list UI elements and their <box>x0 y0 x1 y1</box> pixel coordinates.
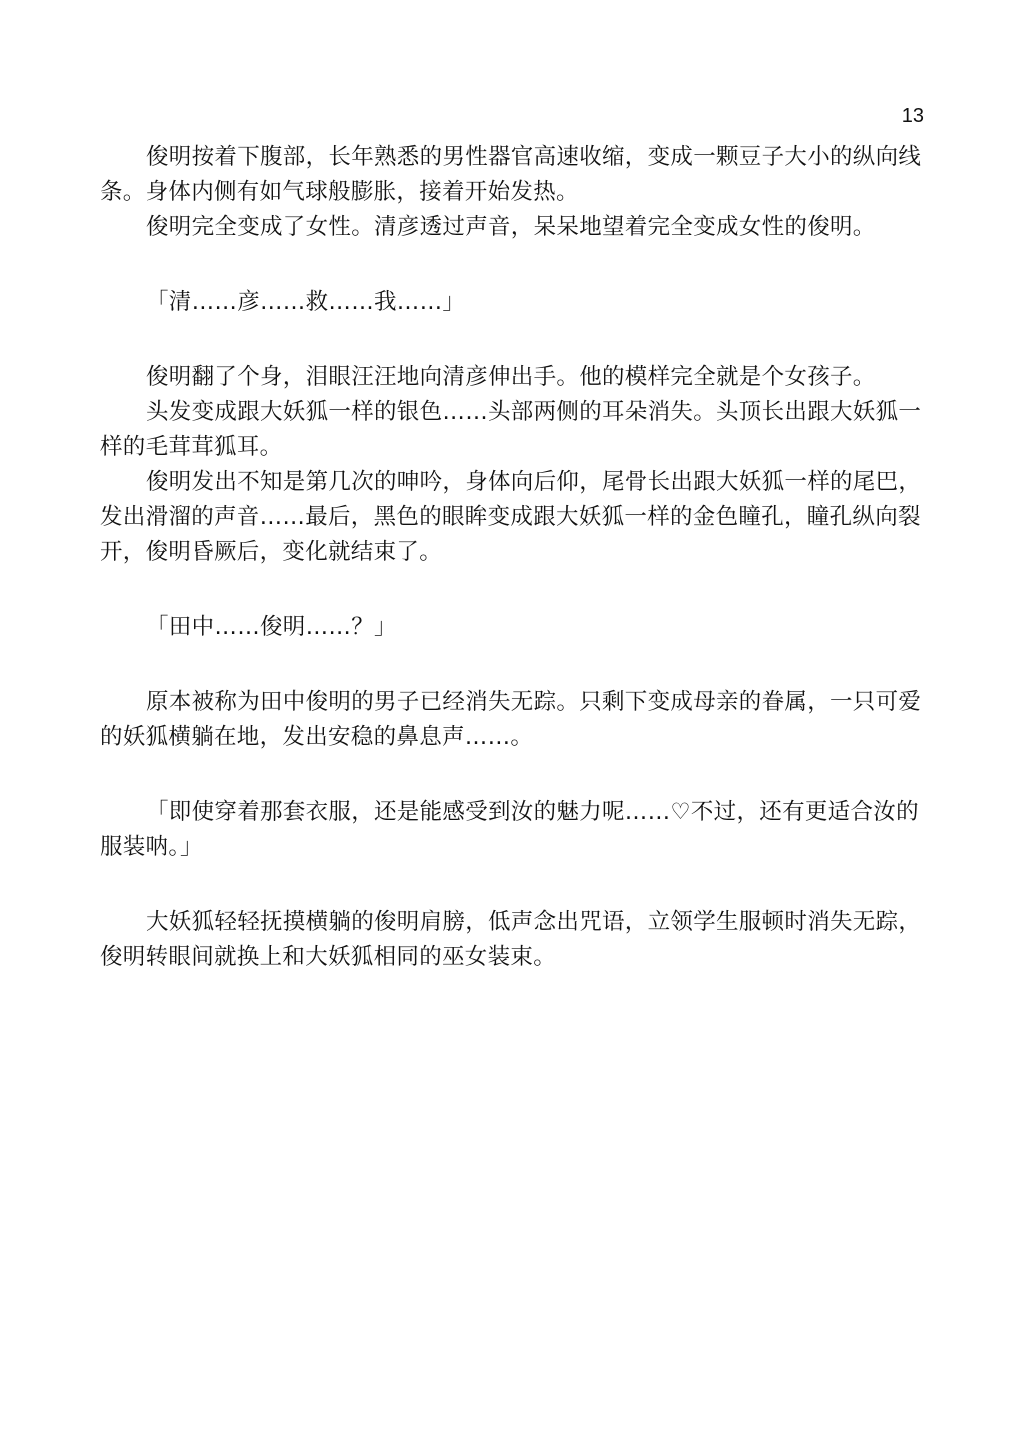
page-number: 13 <box>901 105 924 127</box>
paragraph: 原本被称为田中俊明的男子已经消失无踪。只剩下变成母亲的眷属，一只可爱的妖狐横躺在地，发出安稳的鼻息声……。 <box>100 689 922 750</box>
dialogue-line: 「田中……俊明……？」 <box>146 614 397 640</box>
paragraph-gap <box>100 570 930 610</box>
paragraph-gap <box>100 320 930 360</box>
paragraph-gap <box>100 865 930 905</box>
paragraph: 俊明翻了个身，泪眼汪汪地向清彦伸出手。他的模样完全就是个女孩子。 <box>146 364 876 390</box>
paragraph-gap <box>100 245 930 285</box>
paragraph-gap <box>100 755 930 795</box>
dialogue-line: 「即使穿着那套衣服，还是能感受到汝的魅力呢……♡不过，还有更适合汝的服装呐。」 <box>100 799 919 860</box>
paragraph: 头发变成跟大妖狐一样的银色……头部两侧的耳朵消失。头顶长出跟大妖狐一样的毛茸茸狐耳。 <box>100 399 922 460</box>
paragraph: 大妖狐轻轻抚摸横躺的俊明肩膀，低声念出咒语，立领学生服顿时消失无踪，俊明转眼间就换上和大妖狐相同的巫女装束。 <box>100 909 922 970</box>
paragraph: 俊明按着下腹部，长年熟悉的男性器官高速收缩，变成一颗豆子大小的纵向线条。身体内侧有如气球般膨胀，接着开始发热。 <box>100 144 922 205</box>
paragraph: 俊明发出不知是第几次的呻吟，身体向后仰，尾骨长出跟大妖狐一样的尾巴，发出滑溜的声音……最后，黑色的眼眸变成跟大妖狐一样的金色瞳孔，瞳孔纵向裂开，俊明昏厥后，变化就结束了。 <box>100 469 922 565</box>
body-text <box>100 140 930 975</box>
paragraph-gap <box>100 645 930 685</box>
paragraph: 俊明完全变成了女性。清彦透过声音，呆呆地望着完全变成女性的俊明。 <box>146 214 876 240</box>
dialogue-line: 「清……彦……救……我……」 <box>146 289 466 315</box>
